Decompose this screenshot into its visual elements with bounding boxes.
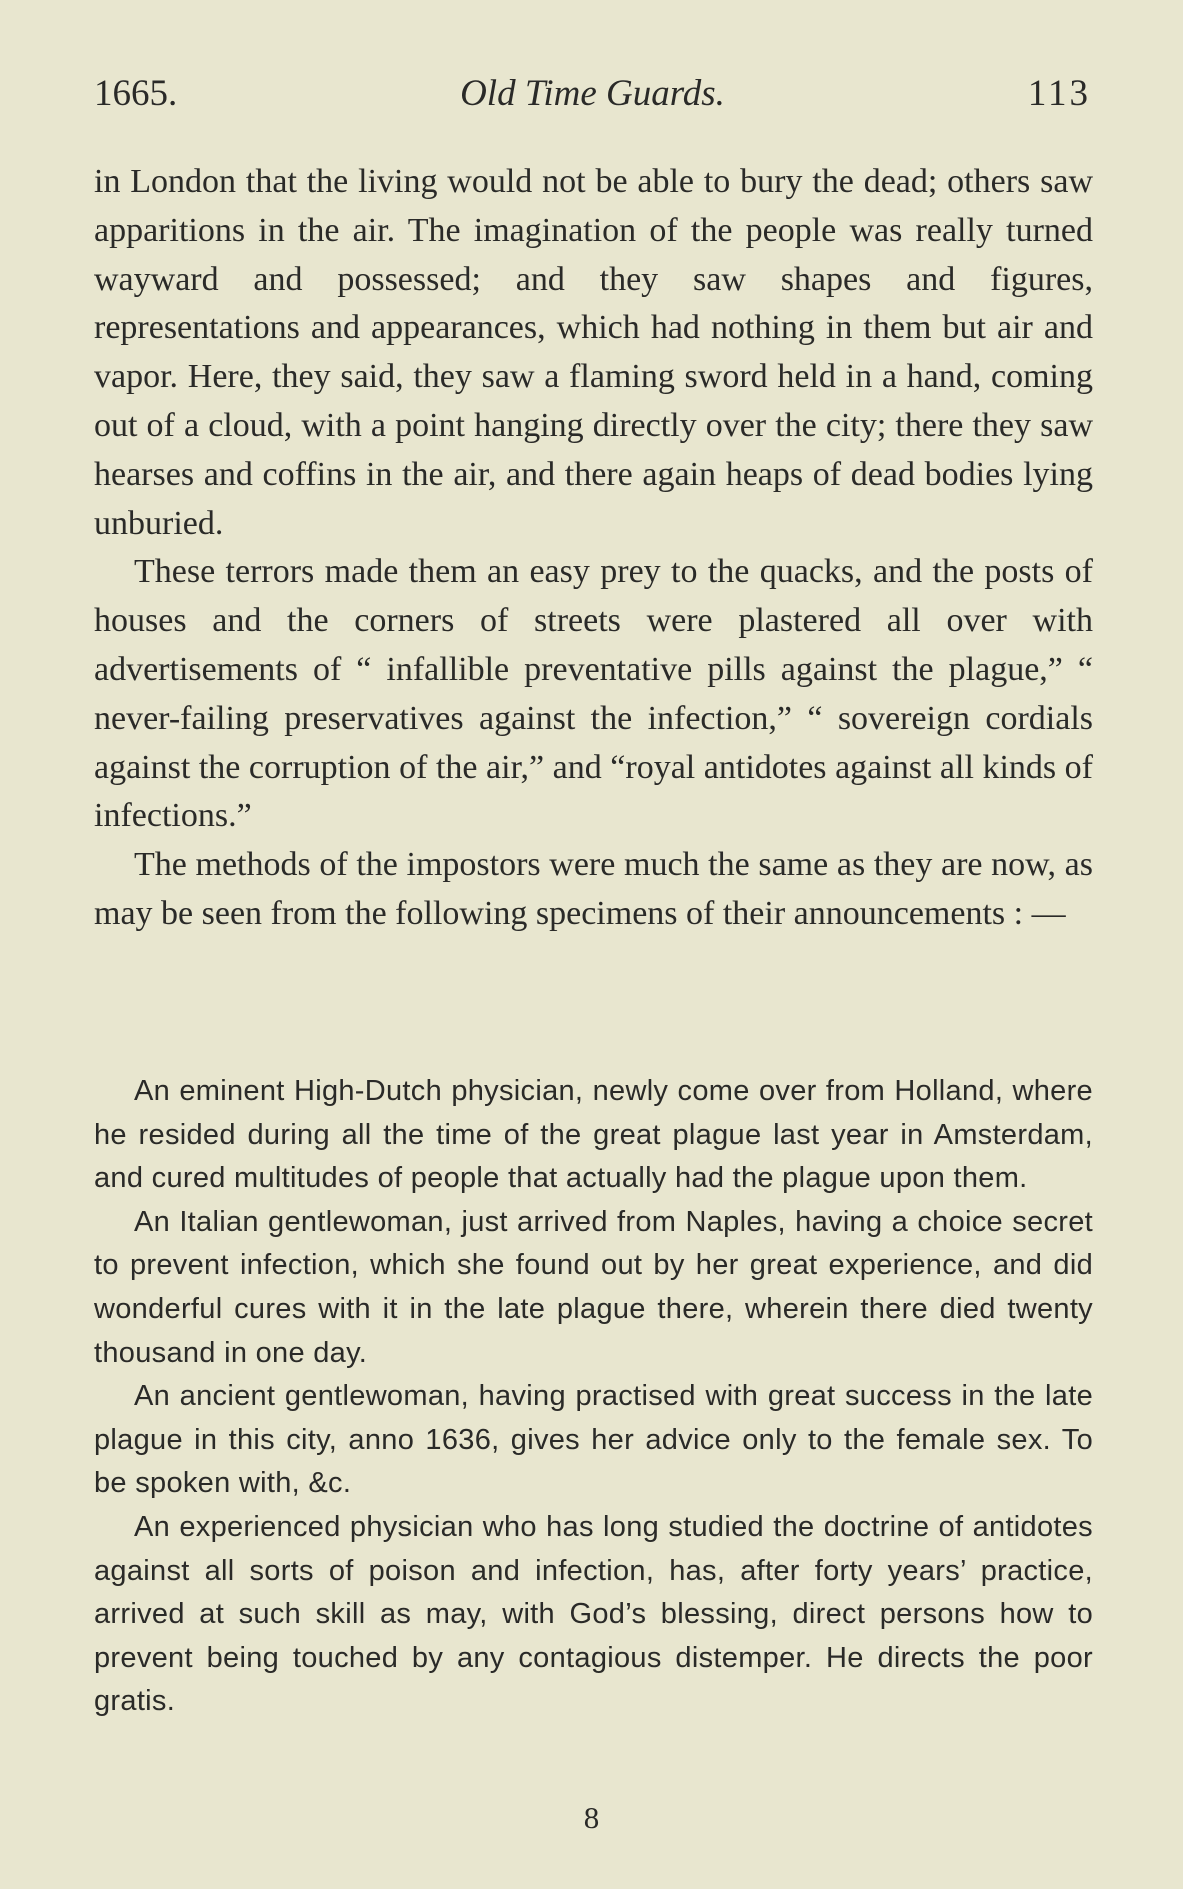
announcement-4: An experienced physician who has long studied the doctrine of antidotes against all sorts of poison and infection, has, after forty years’ practice, arrived at such skill as may, with God’s blessing, direct persons how to prevent being touched by any contagious distemper. He directs the poor gratis. <box>94 1510 1093 1718</box>
page-number: 113 <box>1027 73 1091 114</box>
header-title: Old Time Guards. <box>460 73 725 114</box>
announcement-1: An eminent High-Dutch physician, newly come over from Holland, where he resided during all the time of the great plague last year in Amsterdam, and cured multitudes of people that actually had the plague upon them. <box>94 1075 1093 1195</box>
announcement-3: An ancient gentlewoman, having practised with great success in the late plague in this city, anno 1636, gives her advice only to the female sex. To be spoken with, &c. <box>94 1380 1093 1500</box>
header-year: 1665. <box>94 73 178 114</box>
signature-mark: 8 <box>583 1800 600 1835</box>
announcement-2: An Italian gentlewoman, just arrived from Naples, having a choice secret to prevent infection, which she found out by her great experience, and did wonderful cures with it in the late plague there, wherein there died twenty thousand in one day. <box>94 1205 1093 1369</box>
running-header <box>94 72 1091 122</box>
body-text <box>94 158 1093 939</box>
paragraph-2: These terrors made them an easy prey to the quacks, and the posts of houses and the corners of streets were plastered all over with advertisements of “ infallible preventative pills against the plague,” “ never-failing preservatives against the infection,” “ sovereign cordials against the corruption of the air,” and “royal antidotes against all kinds of infections.” <box>94 553 1093 835</box>
quoted-announcements <box>94 1070 1093 1724</box>
paragraph-1: in London that the living would not be able to bury the dead; others saw apparitions in the air. The imagination of the people was really turned wayward and possessed; and they saw shapes and figures, representations and appearances, which had nothing in them but air and vapor. Here, they said, they saw a flaming sword held in a hand, coming out of a cloud, with a point hanging directly over the city; there they saw hearses and coffins in the air, and there again heaps of dead bodies lying unburied. <box>94 163 1093 542</box>
paragraph-3: The methods of the impostors were much the same as they are now, as may be seen from the following specimens of their announcements : — <box>94 846 1093 932</box>
